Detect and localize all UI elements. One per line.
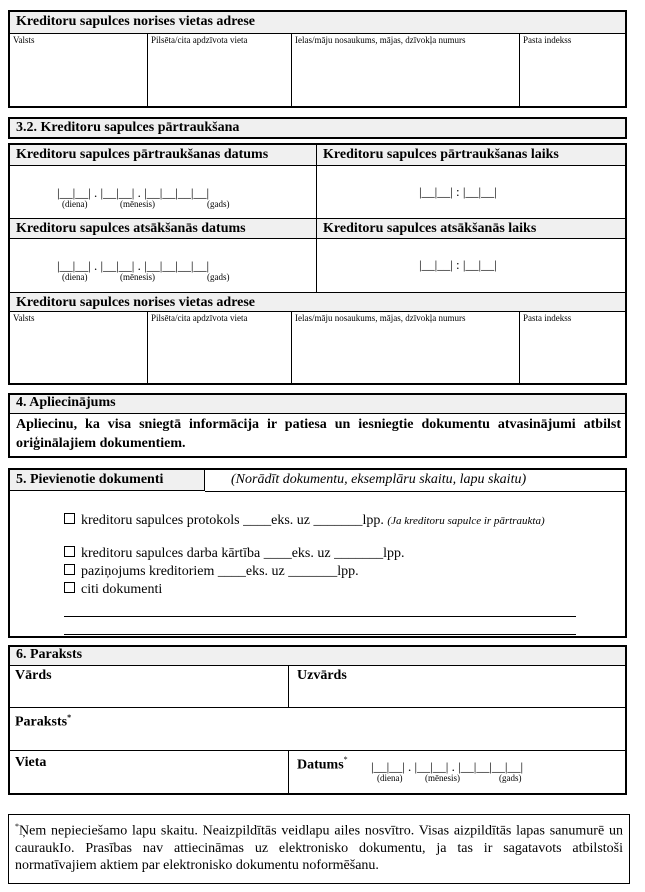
signature-field[interactable] [10, 708, 625, 751]
footnote-star: * [343, 755, 348, 764]
sign-date-mask: |__|__| . |__|__| . |__|__|__|__| [371, 759, 524, 774]
footnote-text: Ņem nepieciešamo lapu skaitu. Neaizpildītās veidlapu ailes nosvītro. Visas aizpildītās lapas sanumurē un cauraukIo. Prasības nav attiecināmas uz elektronisko dokumentu, ja tas ir sagatavots atbilstoši normatīvajiem aktiem par elektronisko dokumentu noformēšanu. [15, 823, 623, 873]
stop-time-cell[interactable] [317, 166, 625, 218]
checkbox[interactable] [64, 582, 75, 593]
name-field[interactable] [10, 666, 289, 708]
signature-label: Paraksts [15, 714, 68, 730]
footnote-star: * [67, 713, 72, 722]
place-label: Vieta [15, 755, 47, 770]
city-field[interactable]: Pilsēta/cita apdzīvota vieta [148, 312, 292, 383]
resume-time-mask: |__|__| : |__|__| [419, 257, 497, 272]
street-field[interactable]: Ielas/māju nosaukums, mājas, dzīvokļa numurs [292, 34, 520, 106]
stop-time-mask: |__|__| : |__|__| [419, 184, 497, 199]
month-label: (mēnesis) [120, 199, 155, 209]
other-docs-line-2[interactable] [64, 634, 576, 635]
day-label: (diena) [62, 272, 88, 282]
address-2-fields [10, 312, 625, 383]
city-field[interactable]: Pilsēta/cita apdzīvota vieta [148, 34, 292, 106]
doc-item-text: kreditoru sapulces darba kārtība ____eks. uz _______lpp. [81, 546, 405, 561]
resume-date-mask: |__|__| . |__|__| . |__|__|__|__| [57, 258, 210, 273]
place-field[interactable] [10, 751, 289, 793]
doc-item-2[interactable] [64, 546, 404, 562]
resume-time-cell[interactable] [317, 239, 625, 292]
day-label: (diena) [62, 199, 88, 209]
doc-item-4[interactable] [64, 582, 162, 598]
other-docs-line-1[interactable] [64, 616, 576, 617]
doc-item-1[interactable] [64, 512, 584, 530]
month-label: (mēnesis) [120, 272, 155, 282]
doc-item-3[interactable] [64, 564, 359, 580]
footnote-box [8, 814, 630, 884]
date-field[interactable] [289, 751, 625, 793]
street-field[interactable]: Ielas/māju nosaukums, mājas, dzīvokļa numurs [292, 312, 520, 383]
postal-field[interactable]: Pasta indekss [523, 35, 572, 45]
address-2-header: Kreditoru sapulces norises vietas adrese [10, 292, 625, 312]
resume-date-cell[interactable] [10, 239, 317, 292]
surname-field[interactable] [289, 666, 625, 708]
checkbox[interactable] [64, 546, 75, 557]
stop-date-mask: |__|__| . |__|__| . |__|__|__|__| [57, 185, 210, 200]
doc-item-text: paziņojums kreditoriem ____eks. uz _______lpp. [81, 564, 359, 579]
doc-item-text: citi dokumenti [81, 582, 163, 597]
postal-field[interactable]: Pasta indekss [523, 313, 572, 323]
country-field[interactable]: Valsts [10, 34, 148, 106]
section-3-2-title: 3.2. Kreditoru sapulces pārtraukšana [8, 117, 627, 139]
stop-time-label: Kreditoru sapulces pārtraukšanas laiks [317, 145, 625, 166]
section-5-note-underline [205, 491, 625, 492]
name-label: Vārds [15, 668, 52, 683]
doc-item-text: kreditoru sapulces protokols ____eks. uz _______lpp. [81, 513, 384, 528]
checkbox[interactable] [64, 564, 75, 575]
resume-time-label: Kreditoru sapulces atsākšanās laiks [317, 218, 625, 239]
month-label: (mēnesis) [425, 773, 460, 783]
doc-item-note: (Ja kreditoru sapulce ir pārtraukta) [387, 515, 545, 527]
year-label: (gads) [499, 773, 522, 783]
checkbox[interactable] [64, 513, 75, 524]
section-5-title: 5. Pievienotie dokumenti [10, 470, 205, 491]
resume-date-label: Kreditoru sapulces atsākšanās datums [10, 218, 317, 239]
section-4-title: 4. Apliecinājums [10, 395, 625, 414]
surname-label: Uzvārds [297, 668, 347, 683]
day-label: (diena) [377, 773, 403, 783]
top-address-header: Kreditoru sapulces norises vietas adrese [10, 12, 625, 34]
date-label: Datums [297, 757, 344, 773]
footnote-star: * [15, 822, 19, 831]
year-label: (gads) [207, 272, 230, 282]
stop-date-label: Kreditoru sapulces pārtraukšanas datums [10, 145, 317, 166]
country-field[interactable]: Valsts [10, 312, 148, 383]
year-label: (gads) [207, 199, 230, 209]
stop-date-cell[interactable] [10, 166, 317, 218]
certification-text: Apliecinu, ka visa sniegtā informācija ir patiesa un iesniegtie dokumentu atvasinājumi atbilst oriģinālajiem dokumentiem. [16, 417, 621, 451]
section-5-note: (Norādīt dokumentu, eksemplāru skaitu, lapu skaitu) [231, 472, 527, 487]
top-address-fields [10, 34, 625, 106]
section-6-title: 6. Paraksts [10, 647, 625, 666]
